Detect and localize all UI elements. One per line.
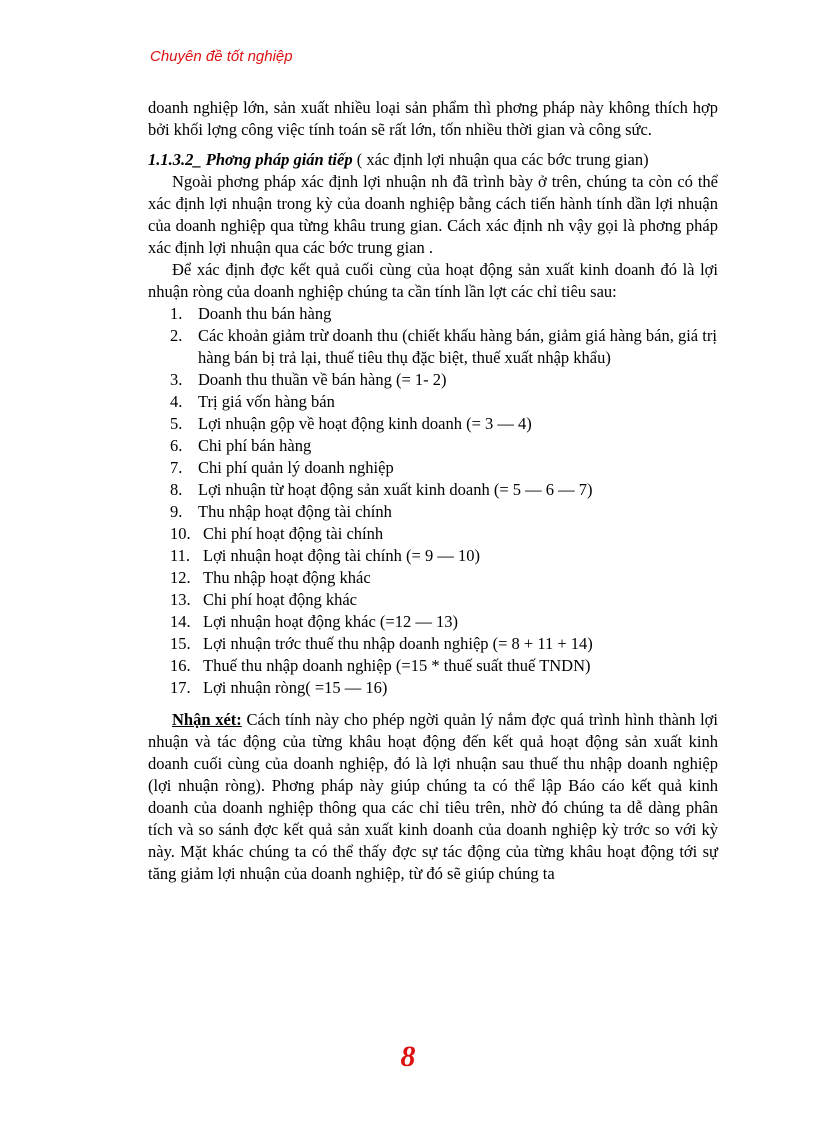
list-item-text: Lợi nhuận gộp về hoạt động kinh doanh (= 3 — 4) — [198, 414, 532, 433]
list-item-number: 7. — [170, 458, 183, 477]
section-paragraph-1: Ngoài phơng pháp xác định lợi nhuận nh đã trình bày ở trên, chúng ta còn có thể xác định lợi nhuận trong kỳ của doanh nghiệp bằng cách tiến hành tính dần lợi nhuận của doanh nghiệp qua từng khâu trung gian. Cách xác định nh vậy gọi là phơng pháp xác định lợi nhuận qua các bớc trung gian . — [148, 172, 718, 257]
list-item-text: Chi phí hoạt động tài chính — [203, 524, 384, 543]
list-item — [148, 523, 718, 545]
list-item-number: 2. — [170, 326, 183, 345]
section-heading-title: 1.1.3.2_ Phơng pháp gián tiếp — [148, 150, 353, 169]
list-item-text: Trị giá vốn hàng bán — [198, 392, 335, 411]
remark-paragraph — [148, 709, 718, 885]
list-item-number: 5. — [170, 414, 183, 433]
list-item-number: 4. — [170, 392, 183, 411]
list-item-text: Lợi nhuận hoạt động khác (=12 — 13) — [203, 612, 458, 631]
list-item-number: 9. — [170, 502, 183, 521]
section-paragraph-2: Để xác định đợc kết quả cuối cùng của hoạt động sản xuất kinh doanh đó là lợi nhuận ròng của doanh nghiệp chúng ta cần tính lần lợt các chỉ tiêu sau: — [148, 260, 718, 301]
list-item-number: 1. — [170, 304, 183, 323]
list-item — [148, 435, 718, 457]
list-item — [148, 501, 718, 523]
list-item-text: Lợi nhuận trớc thuế thu nhập doanh nghiệp (= 8 + 11 + 14) — [203, 634, 593, 653]
document-body — [148, 97, 718, 885]
section-heading-subtitle: ( xác định lợi nhuận qua các bớc trung gian) — [352, 150, 649, 169]
page-number: 8 — [400, 1040, 416, 1073]
list-item — [148, 677, 718, 699]
list-item-text: Các khoản giảm trừ doanh thu (chiết khấu hàng bán, giảm giá hàng bán, giá trị hàng bán bị trả lại, thuế tiêu thụ đặc biệt, thuế xuất nhập khẩu) — [198, 326, 717, 367]
list-item-text: Thuế thu nhập doanh nghiệp (=15 * thuế suất thuế TNDN) — [203, 656, 591, 675]
list-item-number: 17. — [170, 678, 191, 697]
list-item — [148, 479, 718, 501]
list-item-text: Thu nhập hoạt động tài chính — [198, 502, 392, 521]
list-item-number: 6. — [170, 436, 183, 455]
list-item-text: Doanh thu thuần về bán hàng (= 1- 2) — [198, 370, 447, 389]
list-item — [148, 545, 718, 567]
list-item — [148, 391, 718, 413]
list-item-text: Doanh thu bán hàng — [198, 304, 332, 323]
list-item-number: 14. — [170, 612, 191, 631]
list-item-text: Thu nhập hoạt động khác — [203, 568, 371, 587]
intro-paragraph: doanh nghiệp lớn, sản xuất nhiều loại sản phẩm thì phơng pháp này không thích hợp bởi khối lợng công việc tính toán sẽ rất lớn, tốn nhiều thời gian và công sức. — [148, 98, 718, 139]
list-item-number: 11. — [170, 546, 191, 565]
list-item — [148, 589, 718, 611]
list-item-number: 13. — [170, 590, 191, 609]
list-item — [148, 655, 718, 677]
list-item-text: Lợi nhuận ròng( =15 — 16) — [203, 678, 388, 697]
section-heading — [148, 149, 718, 171]
list-item-number: 15. — [170, 634, 191, 653]
list-item-text: Chi phí hoạt động khác — [203, 590, 357, 609]
list-item — [148, 413, 718, 435]
list-item — [148, 567, 718, 589]
list-item-text: Chi phí bán hàng — [198, 436, 312, 455]
list-item-number: 10. — [170, 524, 191, 543]
list-item — [148, 611, 718, 633]
list-item-text: Lợi nhuận hoạt động tài chính (= 9 — 10) — [203, 546, 480, 565]
list-item — [148, 633, 718, 655]
list-item — [148, 457, 718, 479]
list-item — [148, 369, 718, 391]
list-item-text: Lợi nhuận từ hoạt động sản xuất kinh doanh (= 5 — 6 — 7) — [198, 480, 593, 499]
list-item-text: Chi phí quản lý doanh nghiệp — [198, 458, 394, 477]
list-item — [148, 303, 718, 325]
list-item-number: 8. — [170, 480, 183, 499]
list-item-number: 3. — [170, 370, 183, 389]
list-item-number: 16. — [170, 656, 191, 675]
indicator-list — [148, 303, 718, 699]
list-item-number: 12. — [170, 568, 191, 587]
page-header: Chuyên đề tốt nghiệp — [150, 48, 293, 65]
remark-text: Cách tính này cho phép ngời quản lý nắm đợc quá trình hình thành lợi nhuận và tác động của từng khâu hoạt động đến kết quả hoạt động sản xuất kinh doanh cuối cùng của doanh nghiệp, đó là lợi nhuận sau thuế thu nhập doanh nghiệp (lợi nhuận ròng). Phơng pháp này giúp chúng ta có thể lập Báo cáo kết quả kinh doanh của doanh nghiệp thông qua các chỉ tiêu trên, nhờ đó chúng ta dễ dàng phân tích và so sánh đợc kết quả sản xuất kinh doanh của doanh nghiệp kỳ trớc so với kỳ này. Mặt khác chúng ta có thể thấy đợc sự tác động của từng khâu hoạt động tới sự tăng giảm lợi nhuận của doanh nghiệp, từ đó sẽ giúp chúng ta — [148, 710, 718, 883]
list-item — [148, 325, 718, 369]
remark-label: Nhận xét: — [172, 710, 242, 729]
